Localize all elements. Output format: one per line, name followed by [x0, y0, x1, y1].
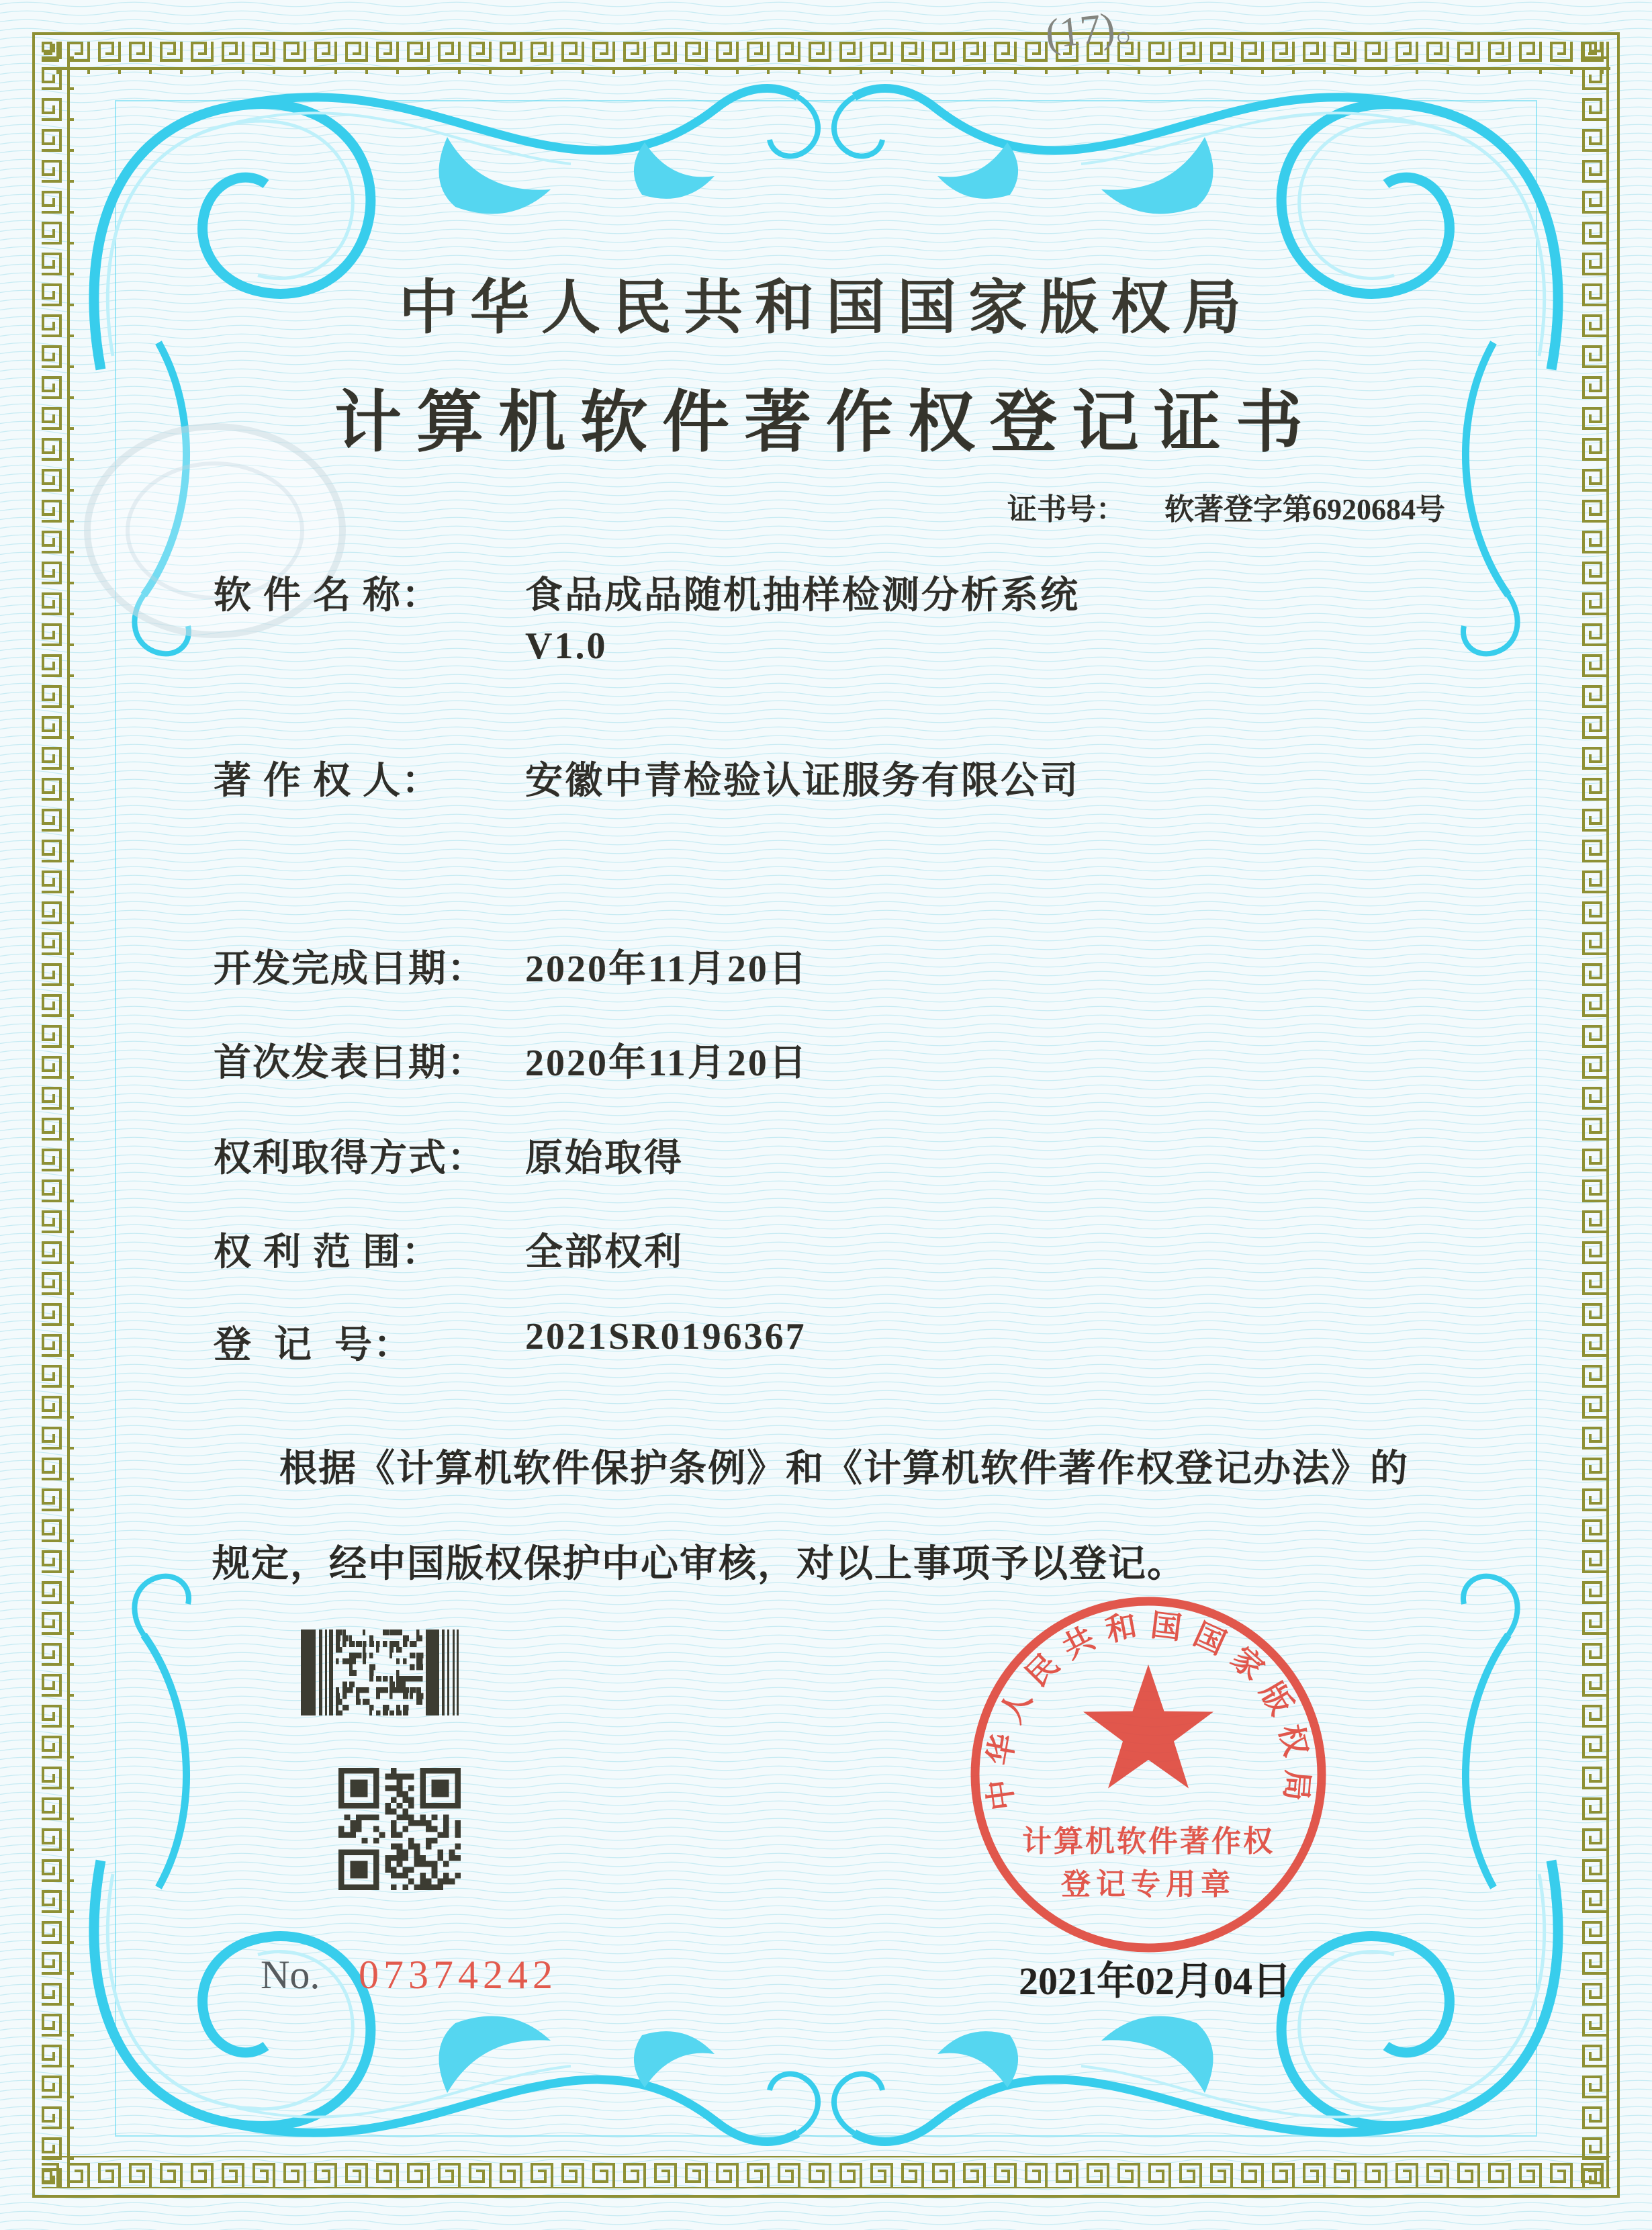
serial-label: No. [261, 1953, 320, 1997]
official-seal [935, 1557, 1375, 1992]
software-version: V1.0 [525, 625, 608, 667]
star-icon [1083, 1664, 1213, 1789]
rights-scope-value: 全部权利 [525, 1232, 684, 1274]
authority-title: 中华人民共和国国家版权局 [398, 276, 1253, 341]
first-publish-label: 首次发表日期： [214, 1042, 486, 1084]
statement-line1: 根据《计算机软件保护条例》和《计算机软件著作权登记办法》的 [279, 1448, 1409, 1490]
pencil-note: (17)。 [1043, 0, 1159, 58]
registration-no-label: 登 记 号： [214, 1325, 412, 1366]
acquire-method-label: 权利取得方式： [214, 1138, 486, 1179]
copyright-owner-value: 安徽中青检验认证服务有限公司 [525, 760, 1080, 802]
seal-ring-text: 中华人民共和国国家版权局 [982, 1607, 1316, 1813]
statement-line2: 规定，经中国版权保护中心审核，对以上事项予以登记。 [212, 1544, 1186, 1585]
cert-no-value: 软著登字第6920684号 [1164, 493, 1445, 526]
copyright-owner-label: 著 作 权 人： [214, 760, 441, 802]
qr-code [338, 1767, 461, 1891]
registration-no-value: 2021SR0196367 [525, 1316, 807, 1357]
dev-complete-label: 开发完成日期： [214, 948, 486, 990]
dev-complete-value: 2020年11月20日 [525, 948, 809, 990]
issue-date: 2021年02月04日 [1018, 1959, 1291, 2003]
first-publish-value: 2020年11月20日 [525, 1042, 809, 1084]
certificate-title: 计算机软件著作权登记证书 [334, 386, 1318, 460]
seal-line2: 登记专用章 [1061, 1868, 1236, 1901]
acquire-method-value: 原始取得 [525, 1138, 684, 1179]
cert-no-label: 证书号： [1007, 493, 1126, 526]
software-name-label: 软 件 名 称： [214, 575, 441, 617]
seal-line1: 计算机软件著作权 [1022, 1825, 1275, 1858]
rights-scope-label: 权 利 范 围： [214, 1232, 441, 1274]
barcode [301, 1630, 459, 1715]
software-name-value: 食品成品随机抽样检测分析系统 [525, 575, 1080, 617]
serial-number: 07374242 [359, 1953, 557, 1997]
